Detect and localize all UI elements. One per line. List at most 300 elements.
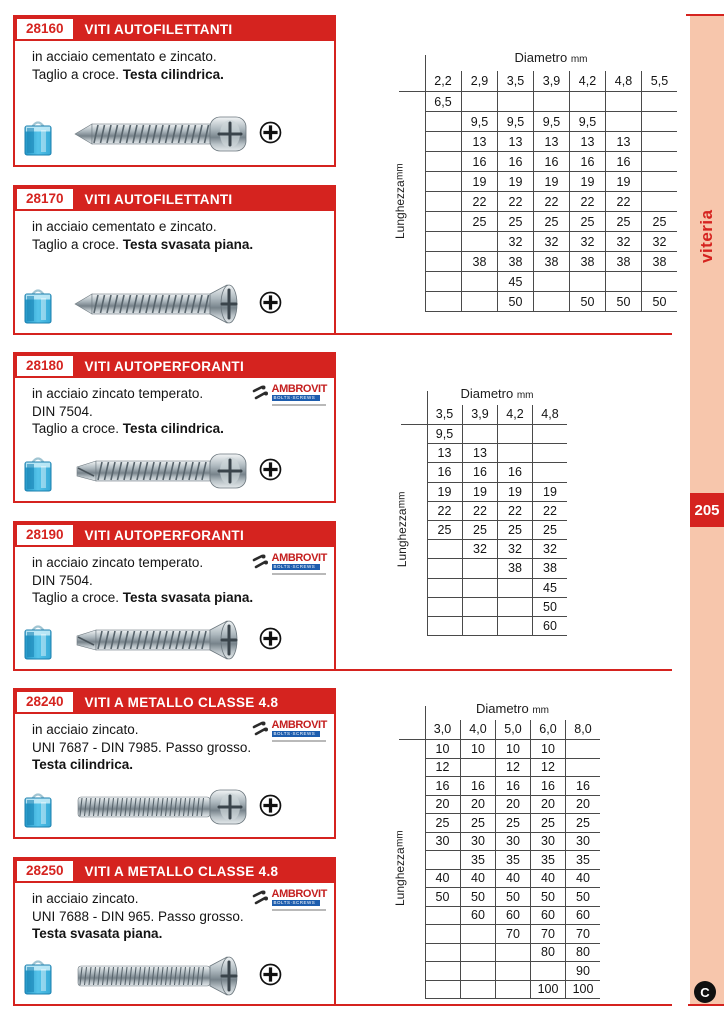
table-cell <box>461 271 497 291</box>
table-cell: 32 <box>605 231 641 251</box>
table-cell: 16 <box>495 776 530 795</box>
table-cell: 12 <box>495 758 530 777</box>
table-title-diametro <box>425 50 677 65</box>
description-line <box>32 236 253 254</box>
table-cell: 32 <box>569 231 605 251</box>
description-line <box>32 218 253 236</box>
table-cell: 9,5 <box>569 111 605 131</box>
table-cell: 38 <box>532 558 567 577</box>
diameter-unit: mm <box>532 705 550 716</box>
product-description <box>32 890 244 943</box>
table-cell <box>605 271 641 291</box>
brand-logo <box>251 384 327 407</box>
table-cell <box>427 539 462 558</box>
table-cell: 13 <box>605 131 641 151</box>
column-header-cell: 3,9 <box>462 405 497 424</box>
table-cell: 13 <box>427 443 462 462</box>
description-line <box>32 554 253 572</box>
description-text: Taglio a croce. <box>32 421 123 437</box>
table-cell: 9,5 <box>497 111 533 131</box>
table-cell: 16 <box>427 462 462 481</box>
table-cell <box>425 980 460 999</box>
product-description <box>32 721 251 774</box>
table-cell <box>425 906 460 925</box>
table-cell <box>495 980 530 999</box>
description-text: Testa cilindrica. <box>32 757 134 773</box>
table-header-row <box>425 720 600 739</box>
length-unit: mm <box>394 830 406 848</box>
table-cell: 9,5 <box>461 111 497 131</box>
table-cell: 40 <box>460 869 495 888</box>
description-text: in acciaio zincato temperato. <box>32 386 204 401</box>
table-cell: 10 <box>460 739 495 758</box>
diameter-unit: mm <box>570 54 588 65</box>
table-cell <box>497 91 533 111</box>
table-cell <box>605 91 641 111</box>
table-cell: 10 <box>425 739 460 758</box>
table-cell: 38 <box>569 251 605 271</box>
table-cell: 30 <box>530 832 565 851</box>
description-text: Testa cilindrica. <box>122 66 224 82</box>
table-cell <box>532 443 567 462</box>
description-text: Testa svasata piana. <box>32 926 163 942</box>
sidebar-bottom-line <box>688 1004 724 1006</box>
table-cell <box>425 171 461 191</box>
table-cell <box>497 597 532 616</box>
table-cell: 20 <box>565 795 600 814</box>
table-cell: 38 <box>461 251 497 271</box>
column-header-cell: 3,5 <box>497 71 533 91</box>
table-title-diametro <box>425 701 600 716</box>
table-cell: 25 <box>427 520 462 539</box>
table-cell <box>425 111 461 131</box>
table-cell: 100 <box>530 980 565 999</box>
table-cell: 22 <box>427 501 462 520</box>
description-text: in acciaio zincato. <box>32 891 139 906</box>
description-text: UNI 7688 - DIN 965. Passo grosso. <box>32 908 244 924</box>
table-cell: 25 <box>530 813 565 832</box>
product-description <box>32 385 224 438</box>
section-header <box>15 354 334 378</box>
description-line <box>32 908 244 926</box>
table-cell: 16 <box>533 151 569 171</box>
table-cell <box>641 151 677 171</box>
description-line <box>32 48 224 66</box>
product-description <box>32 48 224 83</box>
table-cell: 25 <box>605 211 641 231</box>
product-description <box>32 554 253 607</box>
table-cell <box>497 424 532 443</box>
table-cell: 38 <box>497 251 533 271</box>
table-cell <box>569 91 605 111</box>
table-cell: 50 <box>425 887 460 906</box>
table-cell <box>427 597 462 616</box>
section-header <box>15 690 334 714</box>
brand-text <box>272 384 327 406</box>
description-text: DIN 7504. <box>32 572 93 588</box>
table-cell <box>565 739 600 758</box>
brand-tagline-line <box>272 909 326 911</box>
table-cell: 60 <box>460 906 495 925</box>
brand-tagline-line <box>272 573 326 575</box>
phillips-cross-icon <box>259 627 282 650</box>
table-cell <box>425 151 461 171</box>
table-cell <box>462 616 497 635</box>
table-cell: 30 <box>565 832 600 851</box>
table-cell <box>497 616 532 635</box>
table-cell: 19 <box>532 482 567 501</box>
table-cell: 19 <box>605 171 641 191</box>
brand-screws-icon <box>251 553 269 576</box>
length-axis-label <box>391 424 413 635</box>
table-cell: 19 <box>497 171 533 191</box>
table-cell: 16 <box>425 776 460 795</box>
length-unit: mm <box>394 163 406 180</box>
table-cell <box>605 111 641 131</box>
table-cell: 35 <box>565 850 600 869</box>
diameter-label: Diametro <box>514 50 571 65</box>
table-cell: 10 <box>530 739 565 758</box>
section-header <box>15 187 334 211</box>
product-box <box>13 15 336 167</box>
product-box <box>13 352 336 503</box>
table-cell <box>425 271 461 291</box>
table-cell: 16 <box>461 151 497 171</box>
screw-image <box>70 785 260 829</box>
table-cell: 40 <box>425 869 460 888</box>
table-axis-vertical <box>427 391 428 635</box>
table-cell: 25 <box>462 520 497 539</box>
product-box <box>13 185 336 335</box>
table-cell <box>533 271 569 291</box>
table-cell: 32 <box>497 539 532 558</box>
description-text: in acciaio zincato. <box>32 722 139 737</box>
table-cell <box>495 943 530 962</box>
section-header <box>15 523 334 547</box>
column-header-cell: 6,0 <box>530 720 565 739</box>
brand-subtitle: BOLTS·SCREWS <box>272 564 320 570</box>
table-cell: 50 <box>532 597 567 616</box>
table-cell: 16 <box>605 151 641 171</box>
brand-subtitle: BOLTS·SCREWS <box>272 900 320 906</box>
table-cell: 16 <box>497 462 532 481</box>
length-axis-label <box>389 91 411 311</box>
description-line <box>32 572 253 590</box>
table-cell: 50 <box>565 887 600 906</box>
brand-logo <box>251 889 327 912</box>
description-line <box>32 890 244 908</box>
table-body <box>425 739 600 999</box>
phillips-cross-icon <box>259 963 282 986</box>
length-axis-label <box>389 739 411 998</box>
table-cell <box>532 424 567 443</box>
product-box <box>13 688 336 839</box>
table-cell <box>641 271 677 291</box>
package-icon <box>23 285 53 325</box>
table-cell: 25 <box>460 813 495 832</box>
table-cell: 70 <box>495 924 530 943</box>
description-line <box>32 420 224 438</box>
table-cell: 50 <box>605 291 641 311</box>
table-cell: 19 <box>497 482 532 501</box>
brand-screws-icon <box>251 889 269 912</box>
table-cell: 25 <box>495 813 530 832</box>
table-cell <box>425 131 461 151</box>
description-line <box>32 589 253 607</box>
table-cell: 30 <box>495 832 530 851</box>
table-cell: 16 <box>565 776 600 795</box>
category-sidebar <box>690 16 724 1004</box>
table-cell: 9,5 <box>533 111 569 131</box>
screw-image <box>70 449 260 493</box>
table-body <box>427 424 567 636</box>
table-cell <box>425 850 460 869</box>
brand-logo <box>251 720 327 743</box>
diameter-label: Diametro <box>460 386 517 401</box>
description-text: UNI 7687 - DIN 7985. Passo grosso. <box>32 739 252 755</box>
table-cell: 80 <box>530 943 565 962</box>
table-cell <box>530 961 565 980</box>
description-text: Taglio a croce. <box>32 66 123 82</box>
table-cell <box>460 980 495 999</box>
table-cell: 19 <box>569 171 605 191</box>
table-cell: 50 <box>530 887 565 906</box>
description-line <box>32 385 224 403</box>
table-cell: 40 <box>495 869 530 888</box>
table-cell: 25 <box>497 520 532 539</box>
table-cell: 20 <box>425 795 460 814</box>
section-header <box>15 859 334 883</box>
description-line <box>32 756 251 774</box>
brand-name: AMBROVIT <box>271 552 327 564</box>
section-title: VITI AUTOPERFORANTI <box>84 358 245 374</box>
separator-line <box>13 1004 672 1006</box>
table-cell <box>462 424 497 443</box>
phillips-cross-icon <box>259 458 282 481</box>
table-cell: 32 <box>497 231 533 251</box>
table-cell: 50 <box>569 291 605 311</box>
table-cell: 22 <box>533 191 569 211</box>
table-cell: 20 <box>530 795 565 814</box>
table-cell <box>425 191 461 211</box>
table-cell <box>532 462 567 481</box>
table-cell: 40 <box>530 869 565 888</box>
phillips-cross-icon <box>259 794 282 817</box>
table-cell: 38 <box>641 251 677 271</box>
table-cell <box>425 924 460 943</box>
table-cell: 25 <box>461 211 497 231</box>
brand-tagline-line <box>272 404 326 406</box>
table-cell: 19 <box>461 171 497 191</box>
column-header-cell: 4,0 <box>460 720 495 739</box>
brand-name: AMBROVIT <box>271 719 327 731</box>
brand-screws-icon <box>251 384 269 407</box>
table-cell: 35 <box>495 850 530 869</box>
column-header-cell: 5,5 <box>641 71 677 91</box>
table-cell: 38 <box>605 251 641 271</box>
table-cell <box>462 558 497 577</box>
table-cell <box>427 616 462 635</box>
column-header-cell: 4,8 <box>532 405 567 424</box>
table-cell: 16 <box>460 776 495 795</box>
table-cell: 16 <box>462 462 497 481</box>
table-cell <box>425 251 461 271</box>
table-cell <box>533 91 569 111</box>
table-cell: 38 <box>497 558 532 577</box>
brand-text <box>272 720 327 742</box>
table-cell <box>427 578 462 597</box>
section-title: VITI A METALLO CLASSE 4.8 <box>84 863 279 879</box>
product-code: 28170 <box>17 189 73 209</box>
table-cell: 12 <box>425 758 460 777</box>
column-header-cell: 5,0 <box>495 720 530 739</box>
table-cell: 32 <box>462 539 497 558</box>
phillips-cross-icon <box>259 121 282 144</box>
table-cell <box>427 558 462 577</box>
table-axis-vertical <box>425 55 426 311</box>
column-header-cell: 3,0 <box>433 722 452 736</box>
table-cell: 30 <box>425 832 460 851</box>
table-cell <box>462 597 497 616</box>
table-cell: 13 <box>569 131 605 151</box>
description-text: Taglio a croce. <box>32 236 123 252</box>
table-title-diametro <box>427 386 567 401</box>
product-code: 28180 <box>17 356 73 376</box>
table-cell: 25 <box>565 813 600 832</box>
product-box <box>13 857 336 1006</box>
table-cell <box>460 758 495 777</box>
column-header-cell: 4,8 <box>605 71 641 91</box>
table-cell: 80 <box>565 943 600 962</box>
table-cell: 50 <box>460 887 495 906</box>
column-header-cell: 4,2 <box>569 71 605 91</box>
table-cell: 9,5 <box>427 424 462 443</box>
sidebar-category-label: viteria <box>697 209 716 263</box>
product-code: 28250 <box>17 861 73 881</box>
length-label: Lunghezza <box>393 179 407 239</box>
screw-image <box>70 112 260 156</box>
column-header-cell: 2,2 <box>434 74 452 88</box>
description-text: in acciaio cementato e zincato. <box>32 219 217 234</box>
description-text: Taglio a croce. <box>32 590 123 606</box>
separator-line <box>13 333 672 335</box>
table-cell: 70 <box>565 924 600 943</box>
description-text: in acciaio cementato e zincato. <box>32 49 217 64</box>
table-cell: 16 <box>530 776 565 795</box>
table-cell: 50 <box>497 291 533 311</box>
package-icon <box>23 117 53 157</box>
table-cell: 12 <box>530 758 565 777</box>
table-cell: 25 <box>497 211 533 231</box>
brand-tagline-line <box>272 740 326 742</box>
description-line <box>32 739 251 757</box>
table-cell: 22 <box>497 501 532 520</box>
diameter-label: Diametro <box>475 701 533 716</box>
table-axis-vertical <box>425 706 426 998</box>
table-cell <box>425 231 461 251</box>
table-cell <box>569 271 605 291</box>
table-cell <box>641 171 677 191</box>
brand-name: AMBROVIT <box>271 888 327 900</box>
description-line <box>32 403 224 421</box>
table-cell: 70 <box>530 924 565 943</box>
product-description <box>32 218 253 253</box>
table-cell: 16 <box>569 151 605 171</box>
table-cell: 25 <box>425 813 460 832</box>
table-cell <box>425 291 461 311</box>
table-cell: 60 <box>532 616 567 635</box>
table-cell: 38 <box>533 251 569 271</box>
package-icon <box>23 621 53 661</box>
table-cell: 22 <box>461 191 497 211</box>
table-cell: 25 <box>641 211 677 231</box>
page-number-badge: 205 <box>690 493 724 527</box>
column-header-cell: 3,9 <box>533 71 569 91</box>
table-cell: 60 <box>530 906 565 925</box>
table-cell: 13 <box>462 443 497 462</box>
table-cell <box>495 961 530 980</box>
table-cell <box>565 758 600 777</box>
table-cell <box>425 943 460 962</box>
table-cell: 16 <box>497 151 533 171</box>
table-cell: 35 <box>530 850 565 869</box>
table-cell: 22 <box>497 191 533 211</box>
table-cell: 22 <box>569 191 605 211</box>
description-line <box>32 721 251 739</box>
table-cell: 60 <box>565 906 600 925</box>
table-cell: 50 <box>641 291 677 311</box>
section-title: VITI A METALLO CLASSE 4.8 <box>84 694 279 710</box>
table-cell <box>462 578 497 597</box>
brand-text <box>272 889 327 911</box>
table-cell: 25 <box>569 211 605 231</box>
section-title: VITI AUTOFILETTANTI <box>84 21 233 37</box>
description-line <box>32 925 244 943</box>
table-cell <box>641 111 677 131</box>
table-cell: 22 <box>462 501 497 520</box>
table-cell: 45 <box>532 578 567 597</box>
table-header-row <box>425 71 677 91</box>
table-cell: 13 <box>461 131 497 151</box>
screw-image <box>70 954 260 998</box>
section-title: VITI AUTOPERFORANTI <box>84 527 245 543</box>
table-cell <box>641 191 677 211</box>
package-icon <box>23 453 53 493</box>
table-cell: 32 <box>533 231 569 251</box>
description-text: in acciaio zincato temperato. <box>32 555 204 570</box>
table-cell <box>497 443 532 462</box>
table-cell <box>641 91 677 111</box>
table-header-row <box>427 405 567 424</box>
table-cell: 10 <box>495 739 530 758</box>
separator-line <box>13 669 672 671</box>
product-code: 28160 <box>17 19 73 39</box>
corner-logo-icon: C <box>694 981 716 1003</box>
table-cell: 6,5 <box>425 91 461 111</box>
table-cell: 35 <box>460 850 495 869</box>
product-code: 28190 <box>17 525 73 545</box>
package-icon <box>23 789 53 829</box>
table-cell: 90 <box>565 961 600 980</box>
table-cell: 100 <box>565 980 600 999</box>
table-cell <box>461 91 497 111</box>
description-text: Testa cilindrica. <box>122 421 224 437</box>
column-header-cell: 4,2 <box>497 405 532 424</box>
table-cell <box>460 924 495 943</box>
table-cell: 20 <box>495 795 530 814</box>
brand-screws-icon <box>251 720 269 743</box>
brand-subtitle: BOLTS·SCREWS <box>272 395 320 401</box>
